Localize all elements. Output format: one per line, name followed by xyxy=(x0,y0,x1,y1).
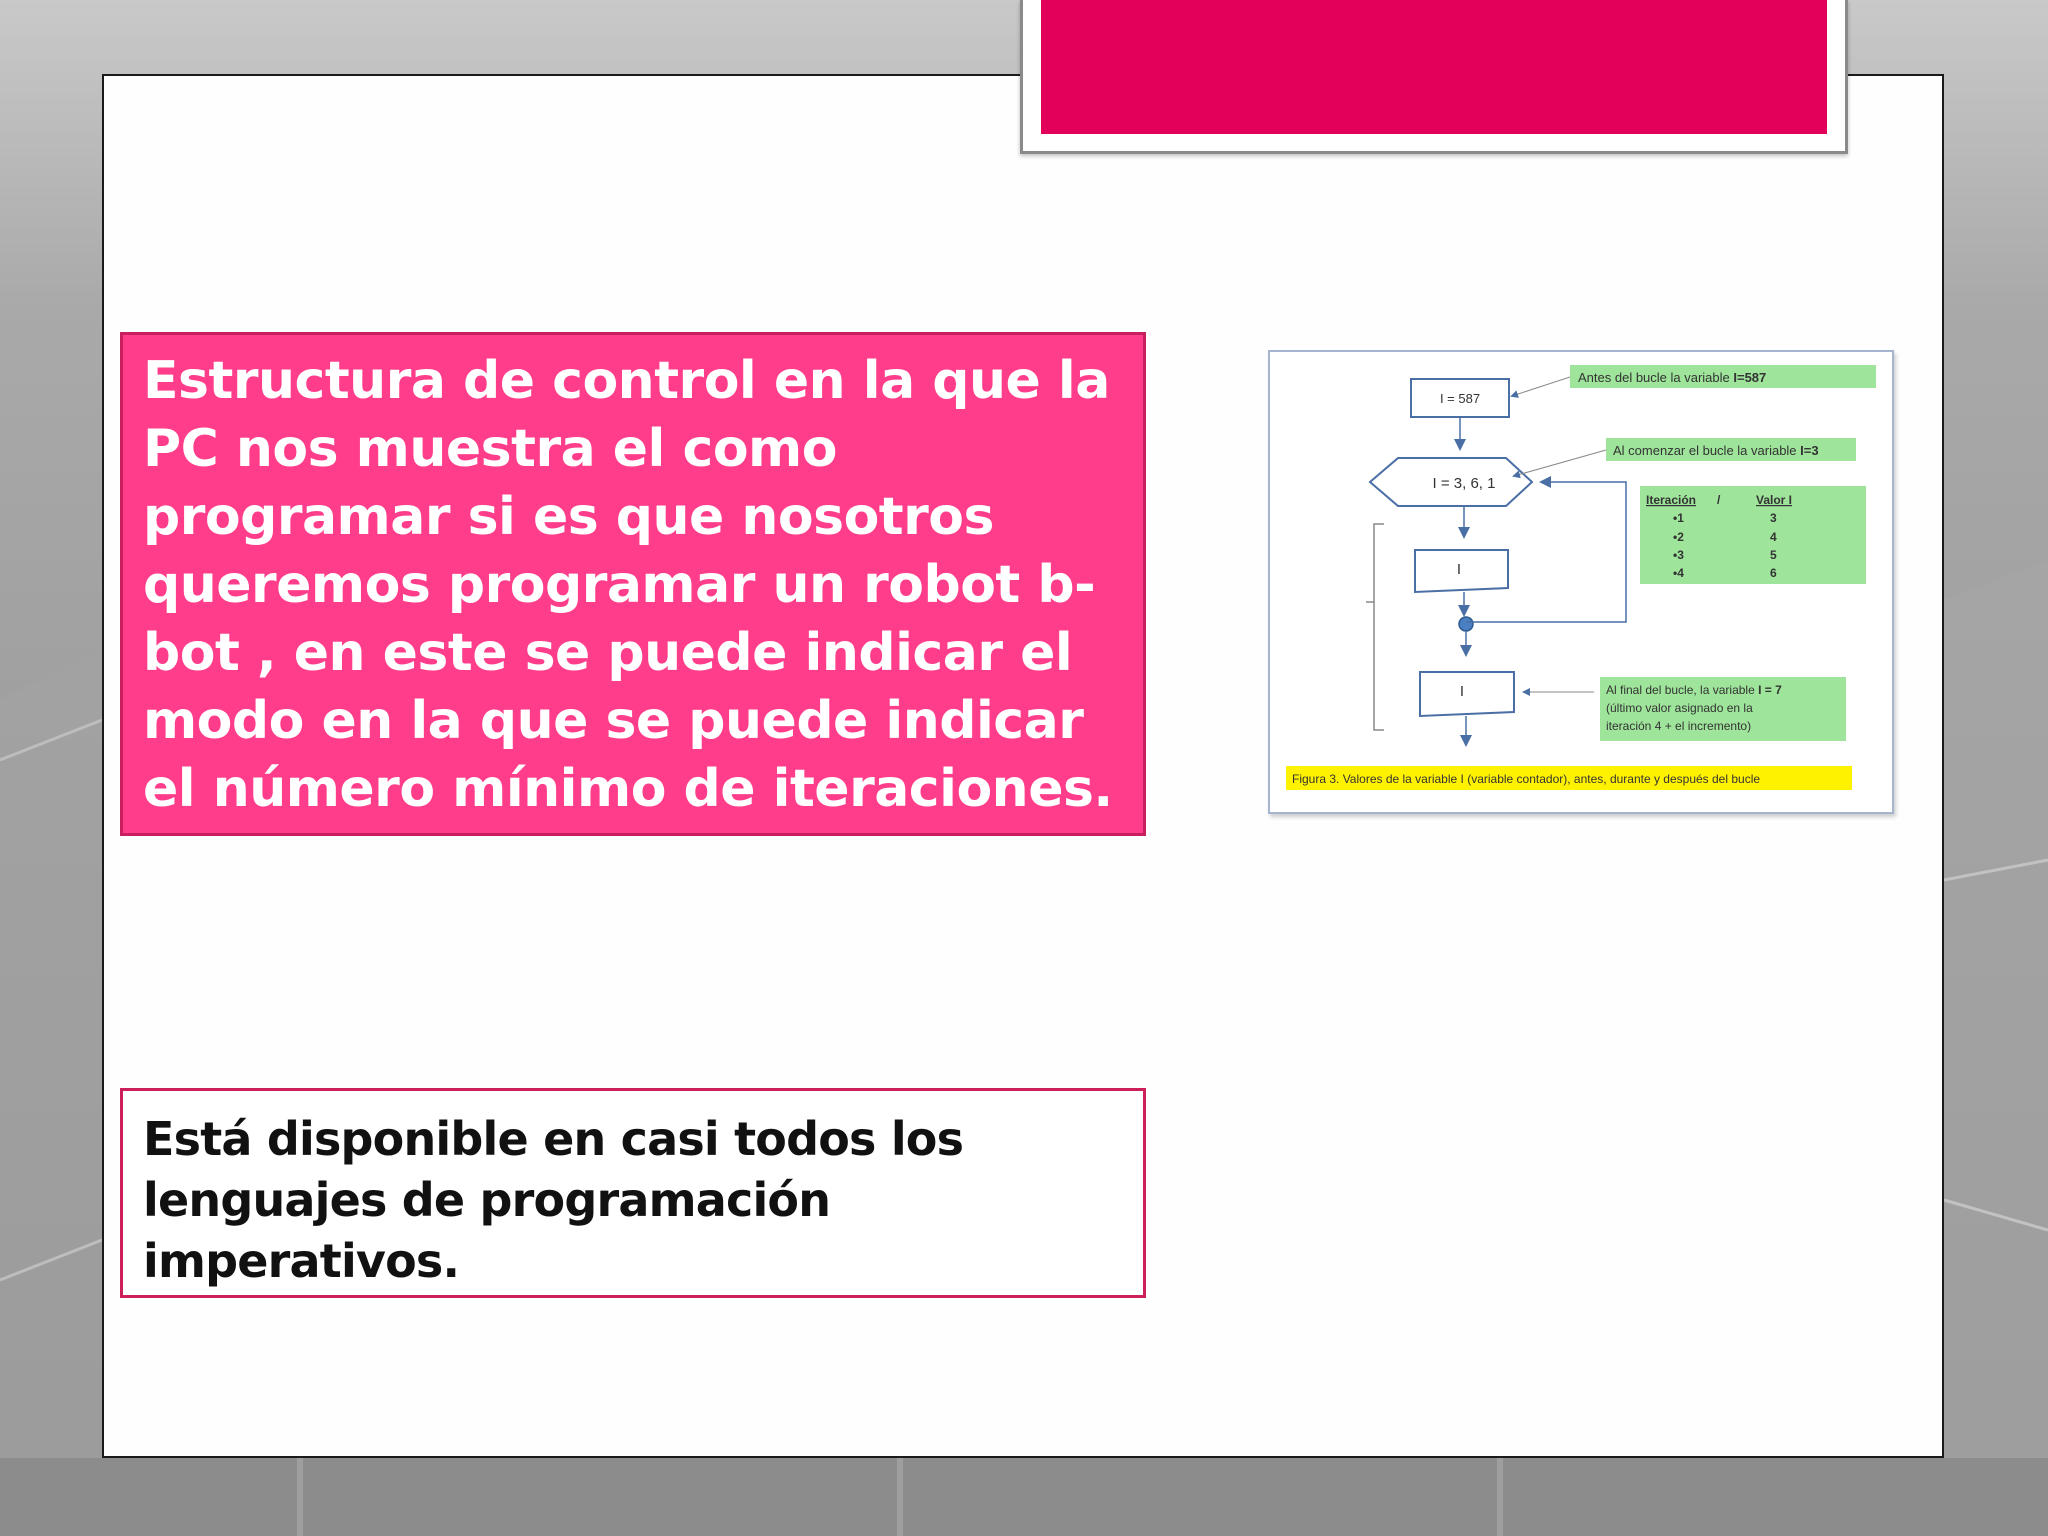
secondary-text: Está disponible en casi todos los lenguajes de programación imperativos. xyxy=(143,1112,964,1288)
table-row-2-iter: •2 xyxy=(1673,530,1684,544)
table-row-1-iter: •1 xyxy=(1673,511,1684,525)
junction-node xyxy=(1459,617,1473,631)
table-header-iter: Iteración xyxy=(1646,493,1697,507)
table-row-3-iter: •3 xyxy=(1673,548,1684,562)
init-box-text: I = 587 xyxy=(1439,391,1481,406)
note-end-line1: Al final del bucle, la variable I = 7 xyxy=(1606,683,1782,697)
title-accent-bar xyxy=(1041,0,1827,134)
process-box xyxy=(1415,550,1508,592)
table-row-4-iter: •4 xyxy=(1673,566,1684,580)
table-row-3-val: 5 xyxy=(1770,548,1777,562)
table-row-1-val: 3 xyxy=(1770,511,1777,525)
main-text-box xyxy=(120,332,1146,836)
output-box xyxy=(1420,672,1514,716)
title-placeholder-tab xyxy=(1020,0,1848,154)
process-box-text: I xyxy=(1456,561,1462,578)
caption-text: Figura 3. Valores de la variable I (variable contador), antes, durante y después del bucle xyxy=(1292,772,1761,786)
flowchart-diagram xyxy=(1270,352,1896,816)
table-row-2-val: 4 xyxy=(1770,530,1777,544)
table-row-4-val: 6 xyxy=(1770,566,1777,580)
note-end-line2: (último valor asignado en la xyxy=(1606,701,1753,715)
table-header-sep: / xyxy=(1717,493,1721,507)
note-start-text: Al comenzar el bucle la variable I=3 xyxy=(1613,443,1819,458)
note-before-text: Antes del bucle la variable I=587 xyxy=(1578,370,1767,385)
note-end-line3: iteración 4 + el incremento) xyxy=(1606,719,1752,733)
secondary-text-box xyxy=(120,1088,1146,1298)
main-text: Estructura de control en la que la PC nos muestra el como programar si es que nosotros queremos programar un robot b-bot , en este se puede indicar el modo en la que se puede indicar el número mínimo de iteraciones. xyxy=(143,351,1113,819)
loop-brace xyxy=(1366,524,1384,730)
loop-hexagon-text: I = 3, 6, 1 xyxy=(1432,475,1496,492)
output-box-text: I xyxy=(1459,683,1465,700)
flowchart-figure xyxy=(1268,350,1894,814)
table-header-val: Valor I xyxy=(1756,493,1793,507)
